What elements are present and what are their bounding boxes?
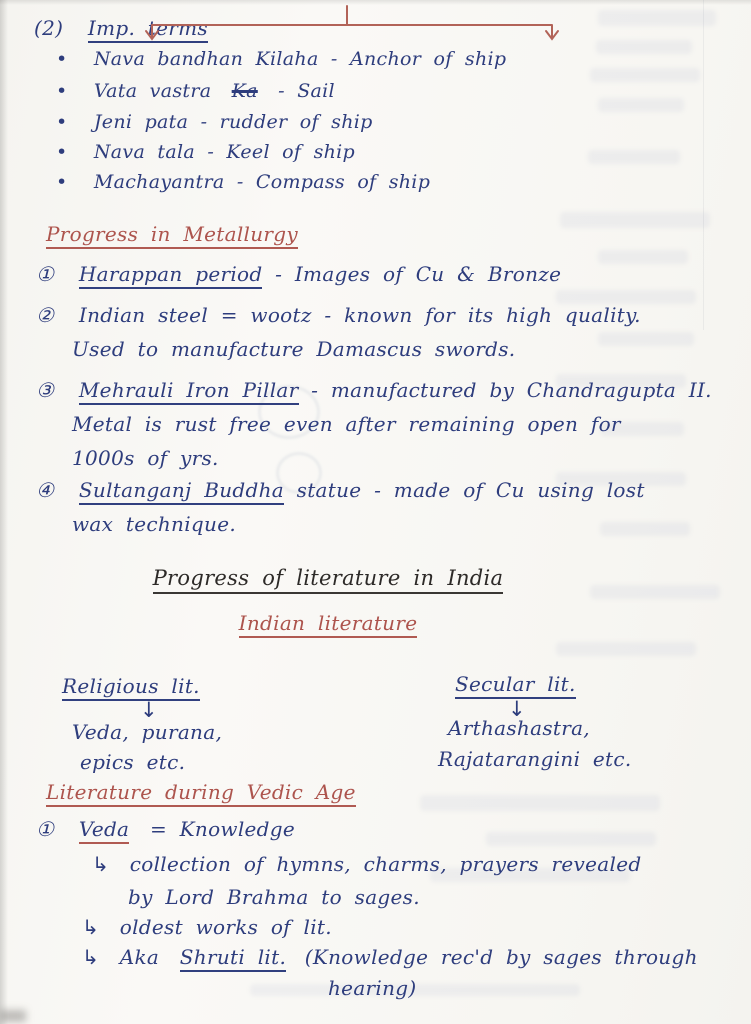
term-item-sail — [56, 80, 335, 102]
metallurgy-item-2-line-2: Used to manufacture Damascus swords. — [72, 337, 516, 361]
item-text: statue - made of Cu using lost — [296, 478, 645, 502]
metallurgy-heading-text: Progress in Metallurgy — [46, 222, 298, 249]
vedic-age-heading — [46, 780, 356, 804]
bleed-through-ghost-text — [420, 795, 660, 811]
term-text: Vata vastra — [93, 80, 212, 102]
bleed-through-ghost-text — [598, 332, 694, 346]
term-text: Jeni pata - rudder of ship — [93, 111, 373, 133]
hook-arrow-icon: ↳ — [82, 945, 100, 969]
item-term: Sultanganj Buddha — [79, 478, 284, 505]
branch-religious-label — [62, 674, 200, 698]
bleed-through-ghost-text — [598, 98, 684, 112]
hook-arrow-icon: ↳ — [92, 852, 110, 876]
bleed-through-ghost-text — [486, 832, 656, 846]
term-item-compass — [56, 171, 430, 193]
bullet-dot: • — [56, 48, 68, 70]
down-arrow-icon: ↓ — [508, 697, 526, 721]
metallurgy-heading — [46, 222, 298, 246]
bleed-through-ghost-text — [556, 642, 696, 656]
vedic-point-1-line-1 — [92, 852, 641, 876]
bleed-through-ghost-text — [588, 150, 680, 164]
point-text-post: (Knowledge rec'd by sages through — [304, 945, 698, 969]
item-number: ① — [36, 817, 55, 841]
imp-terms-heading-text: Imp. terms — [88, 16, 208, 43]
item-number: ① — [36, 262, 55, 286]
item-term: Mehrauli Iron Pillar — [79, 378, 299, 405]
term-text: Nava bandhan Kilaha - Anchor of ship — [93, 48, 507, 70]
item-text: - manufactured by Chandragupta II. — [311, 378, 712, 402]
literature-title-text: Progress of literature in India — [153, 566, 504, 594]
scribbled-out-word: Ka — [231, 80, 258, 102]
metallurgy-item-2 — [36, 303, 641, 327]
term-text: Nava tala - Keel of ship — [93, 141, 356, 163]
vedic-point-1-line-2: by Lord Brahma to sages. — [128, 885, 420, 909]
item-term: Indian steel — [78, 303, 209, 327]
term-item-keel — [56, 141, 355, 163]
vedic-point-3-continuation: hearing) — [328, 976, 417, 1000]
branch-secular-line-2: Rajatarangini etc. — [438, 747, 632, 771]
item-number: ③ — [36, 378, 55, 402]
item-text: - Images of Cu & Bronze — [275, 262, 562, 286]
bullet-dot: • — [56, 141, 68, 163]
branch-religious-line-1: Veda, purana, — [72, 720, 223, 744]
bullet-dot: • — [56, 171, 68, 193]
heading-number: (2) — [34, 16, 64, 40]
bleed-through-ghost-text — [590, 585, 720, 599]
point-text: oldest works of lit. — [119, 915, 332, 939]
metallurgy-item-1 — [36, 262, 561, 286]
branch-secular-line-1: Arthashastra, — [448, 716, 590, 740]
down-arrow-icon: ↓ — [140, 698, 158, 722]
item-number: ④ — [36, 478, 55, 502]
metallurgy-item-3-line-2: Metal is rust free even after remaining open for — [72, 412, 621, 436]
branch-secular-label — [455, 672, 576, 696]
tree-root-label: Indian literature — [239, 611, 418, 638]
item-number: ② — [36, 303, 55, 327]
item-text: = Knowledge — [149, 817, 296, 841]
scan-corner-smudge — [0, 1010, 26, 1022]
branch-label-text: Religious lit. — [62, 674, 200, 701]
metallurgy-item-4 — [36, 478, 645, 502]
bullet-dot: • — [56, 80, 68, 102]
point-text: collection of hymns, charms, prayers revealed — [129, 852, 642, 876]
bleed-through-ghost-text — [598, 250, 688, 264]
vedic-age-heading-text: Literature during Vedic Age — [46, 780, 356, 807]
vedic-item-veda — [36, 817, 295, 841]
vedic-point-3 — [82, 945, 698, 969]
item-text: = wootz - known for its high quality. — [220, 303, 641, 327]
bleed-through-ghost-text — [590, 68, 700, 82]
literature-section-title — [128, 566, 528, 590]
branch-label-text: Secular lit. — [455, 672, 576, 699]
term-text-rest: - Sail — [278, 80, 335, 102]
point-text-underlined: Shruti lit. — [180, 945, 286, 972]
bleed-through-ghost-text — [600, 522, 690, 536]
literature-tree-connector — [0, 0, 751, 60]
metallurgy-item-3-line-3: 1000s of yrs. — [72, 446, 219, 470]
bullet-dot: • — [56, 111, 68, 133]
metallurgy-item-3 — [36, 378, 712, 402]
scan-edge-left — [0, 0, 8, 1024]
term-item-rudder — [56, 111, 373, 133]
hook-arrow-icon: ↳ — [82, 915, 100, 939]
item-term: Harappan period — [79, 262, 263, 289]
metallurgy-item-4-line-2: wax technique. — [72, 512, 236, 536]
bleed-through-ghost-text — [556, 290, 696, 304]
item-term: Veda — [79, 817, 129, 844]
branch-religious-line-2: epics etc. — [80, 750, 186, 774]
literature-tree-root — [128, 611, 528, 635]
point-text-pre: Aka — [119, 945, 160, 969]
bleed-through-ghost-text — [560, 212, 710, 228]
vedic-point-2 — [82, 915, 332, 939]
term-text: Machayantra - Compass of ship — [93, 171, 431, 193]
